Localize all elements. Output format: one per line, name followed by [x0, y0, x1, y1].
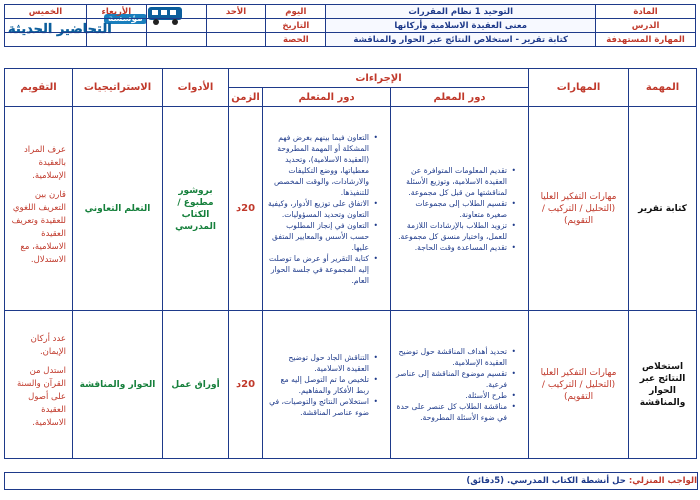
teacher-role-cell: [391, 311, 529, 459]
list-item: • تلخيص ما تم التوصل إليه مع ربط الأفكار والمفاهيم.: [267, 374, 376, 396]
evaluation-header: التقويم: [5, 69, 73, 107]
strategy-cell: التعلم التعاوني: [73, 107, 163, 311]
time-header: الزمن: [229, 88, 263, 107]
tools-header: الأدوات: [163, 69, 229, 107]
header-row-skill: [5, 33, 696, 47]
evaluation-item: قارن بين التعريف اللغوي للعقيدة وتعريف العقيدة الاسلامية، مع الاستدلال.: [11, 190, 66, 265]
lesson-value: معنى العقيدة الاسلامية وأركانها: [326, 19, 596, 33]
mission-header: المهمة: [629, 69, 697, 107]
day-wednesday: الأربعاء: [86, 5, 146, 19]
homework-text: حل أنشطة الكتاب المدرسي. (5دقائق): [466, 476, 626, 486]
date-cell: [5, 19, 87, 33]
target-skill-label: المهارة المستهدفة: [596, 33, 696, 47]
header-table: [4, 4, 696, 47]
subject-value: التوحيد 1 نظام المقررات: [326, 5, 596, 19]
skills-cell: مهارات التفكير العليا (التحليل / التركيب / التقويم): [529, 311, 629, 459]
header-row-subject: [5, 5, 696, 19]
tools-cell: أوراق عمل: [163, 311, 229, 459]
learner-role-cell: [263, 107, 391, 311]
strategies-header: الاستراتيجيات: [73, 69, 163, 107]
strategy-cell: الحوار والمناقشة: [73, 311, 163, 459]
list-item: • طرح الأسئلة.: [395, 390, 514, 401]
evaluation-item: عرف المراد بالعقيدة الإسلامية.: [24, 145, 66, 181]
learner-role-header: دور المتعلم: [263, 88, 391, 107]
evaluation-item: استدل من القرآن والسنة على أصول العقيدة الاسلامية.: [16, 366, 66, 428]
date-cell: [86, 19, 146, 33]
table-row: [5, 107, 697, 311]
mission-cell: كتابة تقرير: [629, 107, 697, 311]
date-cell: [146, 19, 206, 33]
homework-label: الواجب المنزلي:: [628, 476, 697, 486]
time-cell: 20د: [229, 107, 263, 311]
date-label: التاريخ: [266, 19, 326, 33]
list-item: • التعاون في إنجاز المطلوب حسب الأسس والمعايير المتفق عليها.: [267, 220, 376, 253]
period-cell: [86, 33, 146, 47]
day-label: اليوم: [266, 5, 326, 19]
period-cell: [206, 33, 266, 47]
tools-cell: بروشور مطبوع / الكتاب المدرسي: [163, 107, 229, 311]
date-cell: [206, 19, 266, 33]
header-row-lesson: [5, 19, 696, 33]
skills-cell: مهارات التفكير العليا (التحليل / التركيب / التقويم): [529, 107, 629, 311]
teacher-role-header: دور المعلم: [391, 88, 529, 107]
list-item: • تقسيم الطلاب إلى مجموعات صغيرة متعاونة.: [395, 198, 514, 220]
list-item: • تقديم المساعدة وقت الحاجة.: [395, 242, 514, 253]
procedures-table: [4, 68, 697, 459]
list-item: • تزويد الطلاب بالإرشادات اللازمة للعمل، واختيار منسق كل مجموعة.: [395, 220, 514, 242]
list-item: • مناقشة الطلاب كل عنصر على حدة في ضوء الأسئلة المطروحة.: [395, 401, 514, 423]
homework-bar: [4, 472, 698, 490]
target-skill-value: كتابة تقرير - استخلاص النتائج عبر الحوار والمناقشة: [326, 33, 596, 47]
logo-line-2: التحاضير الحديثة: [8, 22, 112, 37]
lesson-label: الدرس: [596, 19, 696, 33]
list-item: • تقديم المعلومات المتوافرة عن العقيدة الاسلامية، وتوزيع الأسئلة لمناقشتها من قبل كل مجموعة.: [395, 165, 514, 198]
list-item: • التناقش الجاد حول توضيح العقيدة الاسلامية.: [267, 352, 376, 374]
evaluation-cell: [5, 107, 73, 311]
list-item: • كتابة التقرير أو عرض ما توصلت إليه المجموعة في جلسة الحوار العام.: [267, 253, 376, 286]
period-label: الحصة: [266, 33, 326, 47]
procedures-header: الإجراءات: [229, 69, 529, 88]
period-cell: [146, 33, 206, 47]
list-item: • تقسيم موضوع المناقشة إلى عناصر فرعية.: [395, 368, 514, 390]
mission-cell: استخلاص النتائج عبر الحوار والمناقشة: [629, 311, 697, 459]
time-cell: 20د: [229, 311, 263, 459]
list-item: • استخلاص النتائج والتوصيات، في ضوء عناصر المناقشة.: [267, 396, 376, 418]
table-row: [5, 311, 697, 459]
skills-header: المهارات: [529, 69, 629, 107]
table-header-row: [5, 69, 697, 88]
day-sunday: الأحد: [206, 5, 266, 19]
list-item: • التعاون فيما بينهم بغرض فهم المشكلة أو المهمة المطروحة (العقيدة الاسلامية)، وتحديد معطياتها، ووضع التكليفات والارشادات، والوقت المخصص للتنفيذها.: [267, 132, 376, 198]
list-item: • تحديد أهداف المناقشة حول توضيح العقيدة الإسلامية.: [395, 346, 514, 368]
evaluation-cell: [5, 311, 73, 459]
day-thursday: الخميس: [5, 5, 87, 19]
list-item: • الاتفاق على توزيع الأدوار، وكيفية التعاون وتحديد المسؤوليات.: [267, 198, 376, 220]
learner-role-cell: [263, 311, 391, 459]
logo-line-1: مؤسسة: [104, 14, 147, 24]
day-blank: [146, 5, 206, 19]
subject-label: المادة: [596, 5, 696, 19]
period-cell: [5, 33, 87, 47]
teacher-role-cell: [391, 107, 529, 311]
lesson-plan-page: [4, 4, 696, 496]
evaluation-item: عدد أركان الإيمان.: [30, 334, 66, 357]
